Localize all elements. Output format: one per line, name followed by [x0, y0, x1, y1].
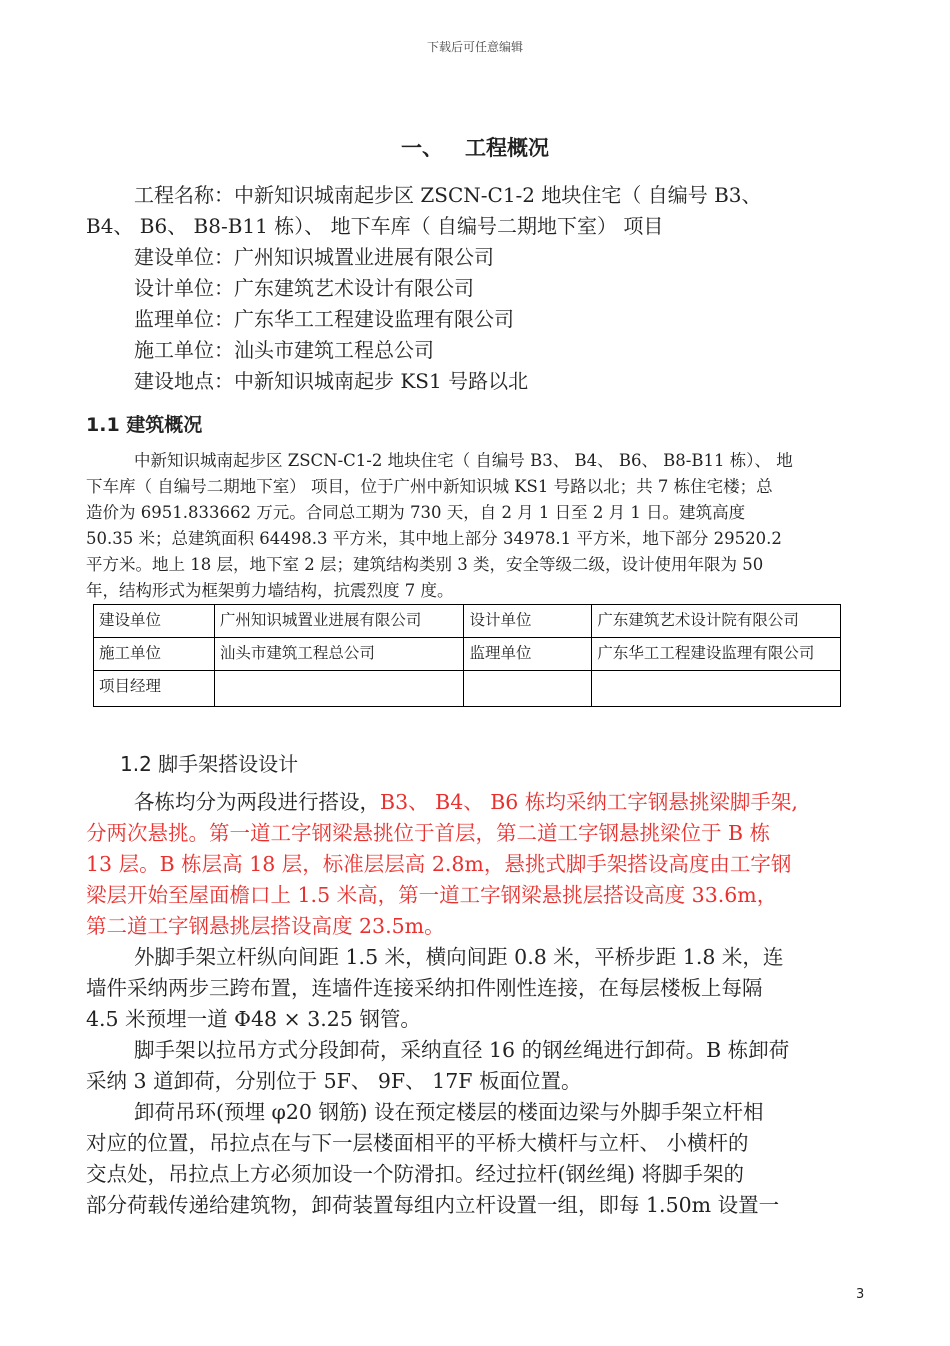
- building-overview: [86, 448, 856, 604]
- table-cell: 项目经理: [94, 671, 215, 707]
- section-title: [0, 132, 950, 162]
- table-cell: 广东建筑艺术设计院有限公司: [592, 605, 841, 638]
- overview-line: 50.35 米；总建筑面积 64498.3 平方米，其中地上部分 34978.1 平方米，地下部分 29520.2: [86, 529, 782, 548]
- table-cell: 施工单位: [94, 638, 215, 671]
- table-row: [94, 671, 841, 707]
- project-designer: 设计单位：广东建筑艺术设计有限公司: [134, 276, 474, 300]
- p4-line: 部分荷载传递给建筑物，卸荷装置每组内立杆设置一组，即每 1.50m 设置一: [86, 1193, 780, 1217]
- p1-red-line: 梁层开始至屋面檐口上 1.5 米高，第一道工字钢梁悬挑层搭设高度 33.6m，: [86, 883, 778, 907]
- p1-red-line: 13 层。B 栋层高 18 层，标准层层高 2.8m，悬挑式脚手架搭设高度由工字钢: [86, 852, 792, 876]
- table-cell: 建设单位: [94, 605, 215, 638]
- p2-line: 4.5 米预埋一道 Φ48 × 3.25 钢管。: [86, 1007, 421, 1031]
- project-info: [86, 180, 866, 397]
- table-row: [94, 638, 841, 671]
- project-contractor: 施工单位：汕头市建筑工程总公司: [134, 338, 434, 362]
- scaffold-paragraph-2: [86, 942, 864, 1035]
- project-supervisor: 监理单位：广东华工工程建设监理有限公司: [134, 307, 514, 331]
- overview-line: 下车库（ 自编号二期地下室） 项目，位于广州中新知识城 KS1 号路以北；共 7 栋住宅楼；总: [86, 477, 773, 496]
- p2-line: 墙件采纳两步三跨布置，连墙件连接采纳扣件刚性连接，在每层楼板上每隔: [86, 976, 763, 1000]
- table-cell: 监理单位: [464, 638, 592, 671]
- table-cell: 设计单位: [464, 605, 592, 638]
- subsection-title-1-1: 1.1 建筑概况: [86, 414, 203, 436]
- overview-line: 平方米。地上 18 层，地下室 2 层；建筑结构类别 3 类，安全等级二级，设计使用年限为 50: [86, 555, 764, 574]
- project-location: 建设地点：中新知识城南起步 KS1 号路以北: [134, 369, 529, 393]
- p4-line: 卸荷吊环(预埋 φ20 钢筋) 设在预定楼层的楼面边梁与外脚手架立杆相: [134, 1100, 764, 1124]
- page-number: 3: [856, 1287, 865, 1302]
- table-cell: [464, 671, 592, 707]
- table-row: [94, 605, 841, 638]
- p4-line: 交点处，吊拉点上方必须加设一个防滑扣。经过拉杆(钢丝绳) 将脚手架的: [86, 1162, 745, 1186]
- overview-line: 造价为 6951.833662 万元。合同总工期为 730 天，自 2 月 1 日至 2 月 1 日。建筑高度: [86, 503, 746, 522]
- p1-red-text: B3、 B4、 B6 栋均采纳工字钢悬挑梁脚手架,: [380, 790, 798, 814]
- subsection-title-1-2: 1.2 脚手架搭设设计: [120, 752, 299, 776]
- project-builder: 建设单位：广州知识城置业进展有限公司: [134, 245, 494, 269]
- project-name-line1: 工程名称：中新知识城南起步区 ZSCN-C1-2 地块住宅（ 自编号 B3、: [134, 183, 762, 207]
- scaffold-paragraph-4: [86, 1097, 864, 1221]
- section-number: 一、: [401, 136, 443, 160]
- p1-red-line: 第二道工字钢悬挑层搭设高度 23.5m。: [86, 914, 445, 938]
- table-cell: [214, 671, 464, 707]
- overview-line: 中新知识城南起步区 ZSCN-C1-2 地块住宅（ 自编号 B3、 B4、 B6、 B8-B11 栋）、 地: [134, 451, 793, 470]
- p2-line: 外脚手架立杆纵向间距 1.5 米，横向间距 0.8 米，平桥步距 1.8 米，连: [134, 945, 784, 969]
- scaffold-paragraph-3: [86, 1035, 864, 1097]
- scaffold-paragraph-1: [86, 787, 864, 942]
- p3-line: 脚手架以拉吊方式分段卸荷，采纳直径 16 的钢丝绳进行卸荷。B 栋卸荷: [134, 1038, 790, 1062]
- table-cell: 广东华工工程建设监理有限公司: [592, 638, 841, 671]
- page-header: 下载后可任意编辑: [426, 40, 523, 54]
- p3-line: 采纳 3 道卸荷，分别位于 5F、 9F、 17F 板面位置。: [86, 1069, 582, 1093]
- p1-red-line: 分两次悬挑。第一道工字钢梁悬挑位于首层，第二道工字钢悬挑梁位于 B 栋: [86, 821, 771, 845]
- section-title-text: 工程概况: [465, 136, 549, 160]
- p4-line: 对应的位置，吊拉点在与下一层楼面相平的平桥大横杆与立杆、 小横杆的: [86, 1131, 749, 1155]
- overview-line: 年，结构形式为框架剪力墙结构，抗震烈度 7 度。: [86, 581, 454, 600]
- project-name-line2: B4、 B6、 B8-B11 栋）、 地下车库（ 自编号二期地下室） 项目: [86, 214, 664, 238]
- table-cell: [592, 671, 841, 707]
- units-table: [93, 604, 841, 707]
- table-cell: 汕头市建筑工程总公司: [214, 638, 464, 671]
- p1-black-text: 各栋均分为两段进行搭设，: [134, 790, 380, 814]
- table-cell: 广州知识城置业进展有限公司: [214, 605, 464, 638]
